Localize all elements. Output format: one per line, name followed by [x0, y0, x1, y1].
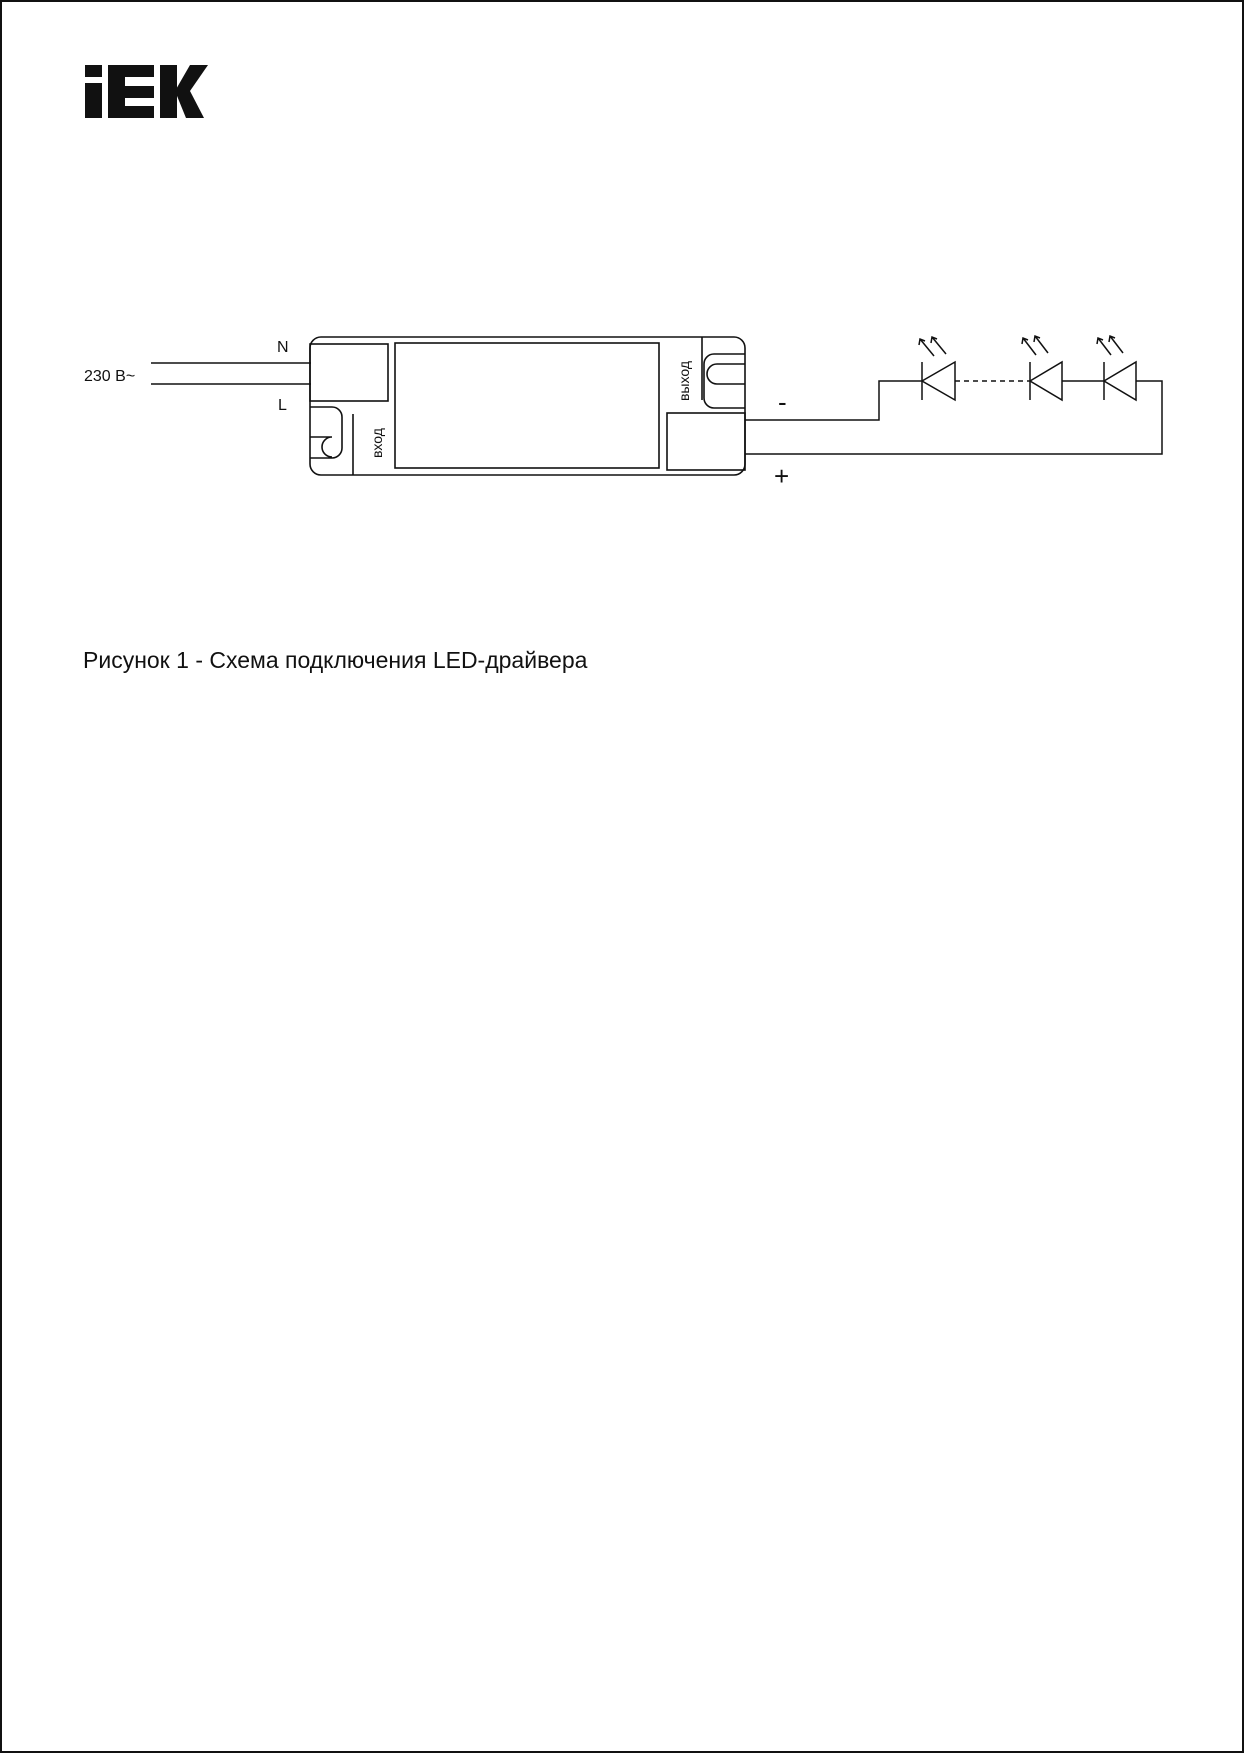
output-wire-plus — [745, 381, 1162, 454]
driver-label-panel — [395, 343, 659, 468]
terminal-l-label: L — [278, 397, 287, 414]
input-mounting-slot — [310, 407, 342, 458]
output-minus-label: - — [778, 387, 787, 417]
led-1 — [919, 337, 955, 400]
input-label: вход — [369, 428, 385, 458]
output-label: выход — [676, 361, 692, 401]
output-wires — [745, 381, 1162, 454]
led-3 — [1097, 336, 1136, 400]
terminal-n-label: N — [277, 339, 289, 356]
led-2 — [1022, 336, 1062, 400]
output-plus-label: + — [774, 461, 790, 491]
input-terminal-block — [310, 344, 388, 401]
output-mounting-slot — [704, 354, 745, 408]
output-terminal-block — [667, 413, 745, 470]
led-chain — [919, 336, 1136, 400]
wiring-diagram — [2, 2, 1244, 1755]
output-wire-minus — [745, 381, 922, 420]
iek-logo — [85, 65, 208, 118]
figure-caption: Рисунок 1 - Схема подключения LED-драйвера — [83, 647, 588, 673]
supply-voltage-label: 230 В~ — [84, 368, 136, 385]
